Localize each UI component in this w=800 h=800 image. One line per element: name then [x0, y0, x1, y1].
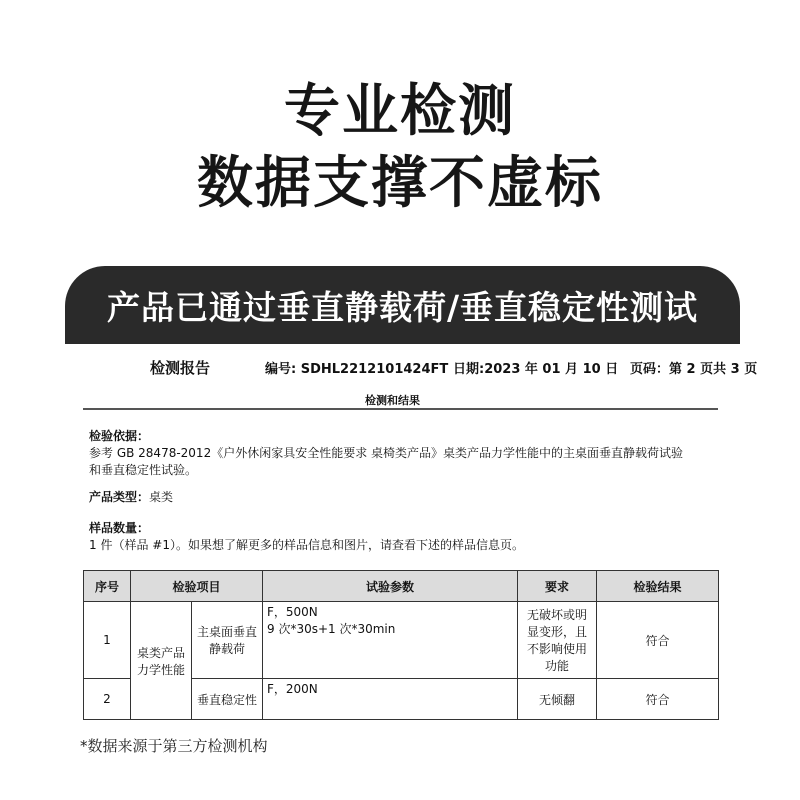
test-report	[65, 344, 758, 800]
result-cell: 符合	[597, 602, 719, 679]
requirement-cell: 无倾翻	[518, 679, 597, 720]
results-table	[83, 570, 719, 720]
report-number: 编号: SDHL2212101424FT	[265, 362, 449, 377]
row-no: 2	[84, 679, 131, 720]
type-block	[89, 489, 729, 506]
type-label: 产品类型：	[89, 490, 150, 504]
report-date: 日期:2023 年 01 月 10 日	[453, 362, 619, 377]
basis-block	[89, 428, 729, 479]
quantity-value: 1 件（样品 #1）。如果想了解更多的样品信息和图片，请查看下述的样品信息页。	[89, 538, 524, 552]
basis-label: 检验依据：	[89, 429, 150, 443]
quantity-label: 样品数量：	[89, 521, 150, 535]
param-line-1: F，500N	[267, 605, 318, 619]
basis-line-1: 参考 GB 28478-2012《户外休闲家具安全性能要求 桌椅类产品》桌类产品力学性能中的主桌面垂直静载荷试验	[89, 446, 684, 460]
report-page: 页码：第 2 页共 3 页	[630, 362, 758, 377]
result-cell: 符合	[597, 679, 719, 720]
table-header-row	[84, 571, 719, 602]
quantity-block	[89, 520, 729, 554]
header-no: 序号	[84, 571, 131, 602]
category-cell: 桌类产品力学性能	[131, 602, 192, 720]
headline-line-2: 数据支撑不虚标	[197, 151, 603, 216]
footnote: *数据来源于第三方检测机构	[80, 737, 268, 755]
param-cell	[263, 602, 518, 679]
item-cell: 主桌面垂直静载荷	[192, 602, 263, 679]
header-item: 检验项目	[131, 571, 263, 602]
test-banner	[65, 266, 740, 344]
param-cell	[263, 679, 518, 720]
headline-line-1: 专业检测	[284, 79, 516, 144]
section-title: 检测和结果	[365, 394, 420, 407]
type-value: 桌类	[149, 490, 174, 504]
report-title: 检测报告	[150, 359, 211, 377]
table-row	[84, 602, 719, 679]
param-line-2: 9 次*30s+1 次*30min	[267, 622, 396, 636]
header-params: 试验参数	[263, 571, 518, 602]
header-result: 检验结果	[597, 571, 719, 602]
requirement-cell: 无破坏或明显变形，且不影响使用功能	[518, 602, 597, 679]
banner-text: 产品已通过垂直静载荷/垂直稳定性测试	[106, 287, 699, 327]
item-cell: 垂直稳定性	[192, 679, 263, 720]
header-requirement: 要求	[518, 571, 597, 602]
divider	[83, 408, 718, 410]
param-line-1: F，200N	[267, 682, 318, 696]
basis-line-2: 和垂直稳定性试验。	[89, 463, 198, 477]
row-no: 1	[84, 602, 131, 679]
